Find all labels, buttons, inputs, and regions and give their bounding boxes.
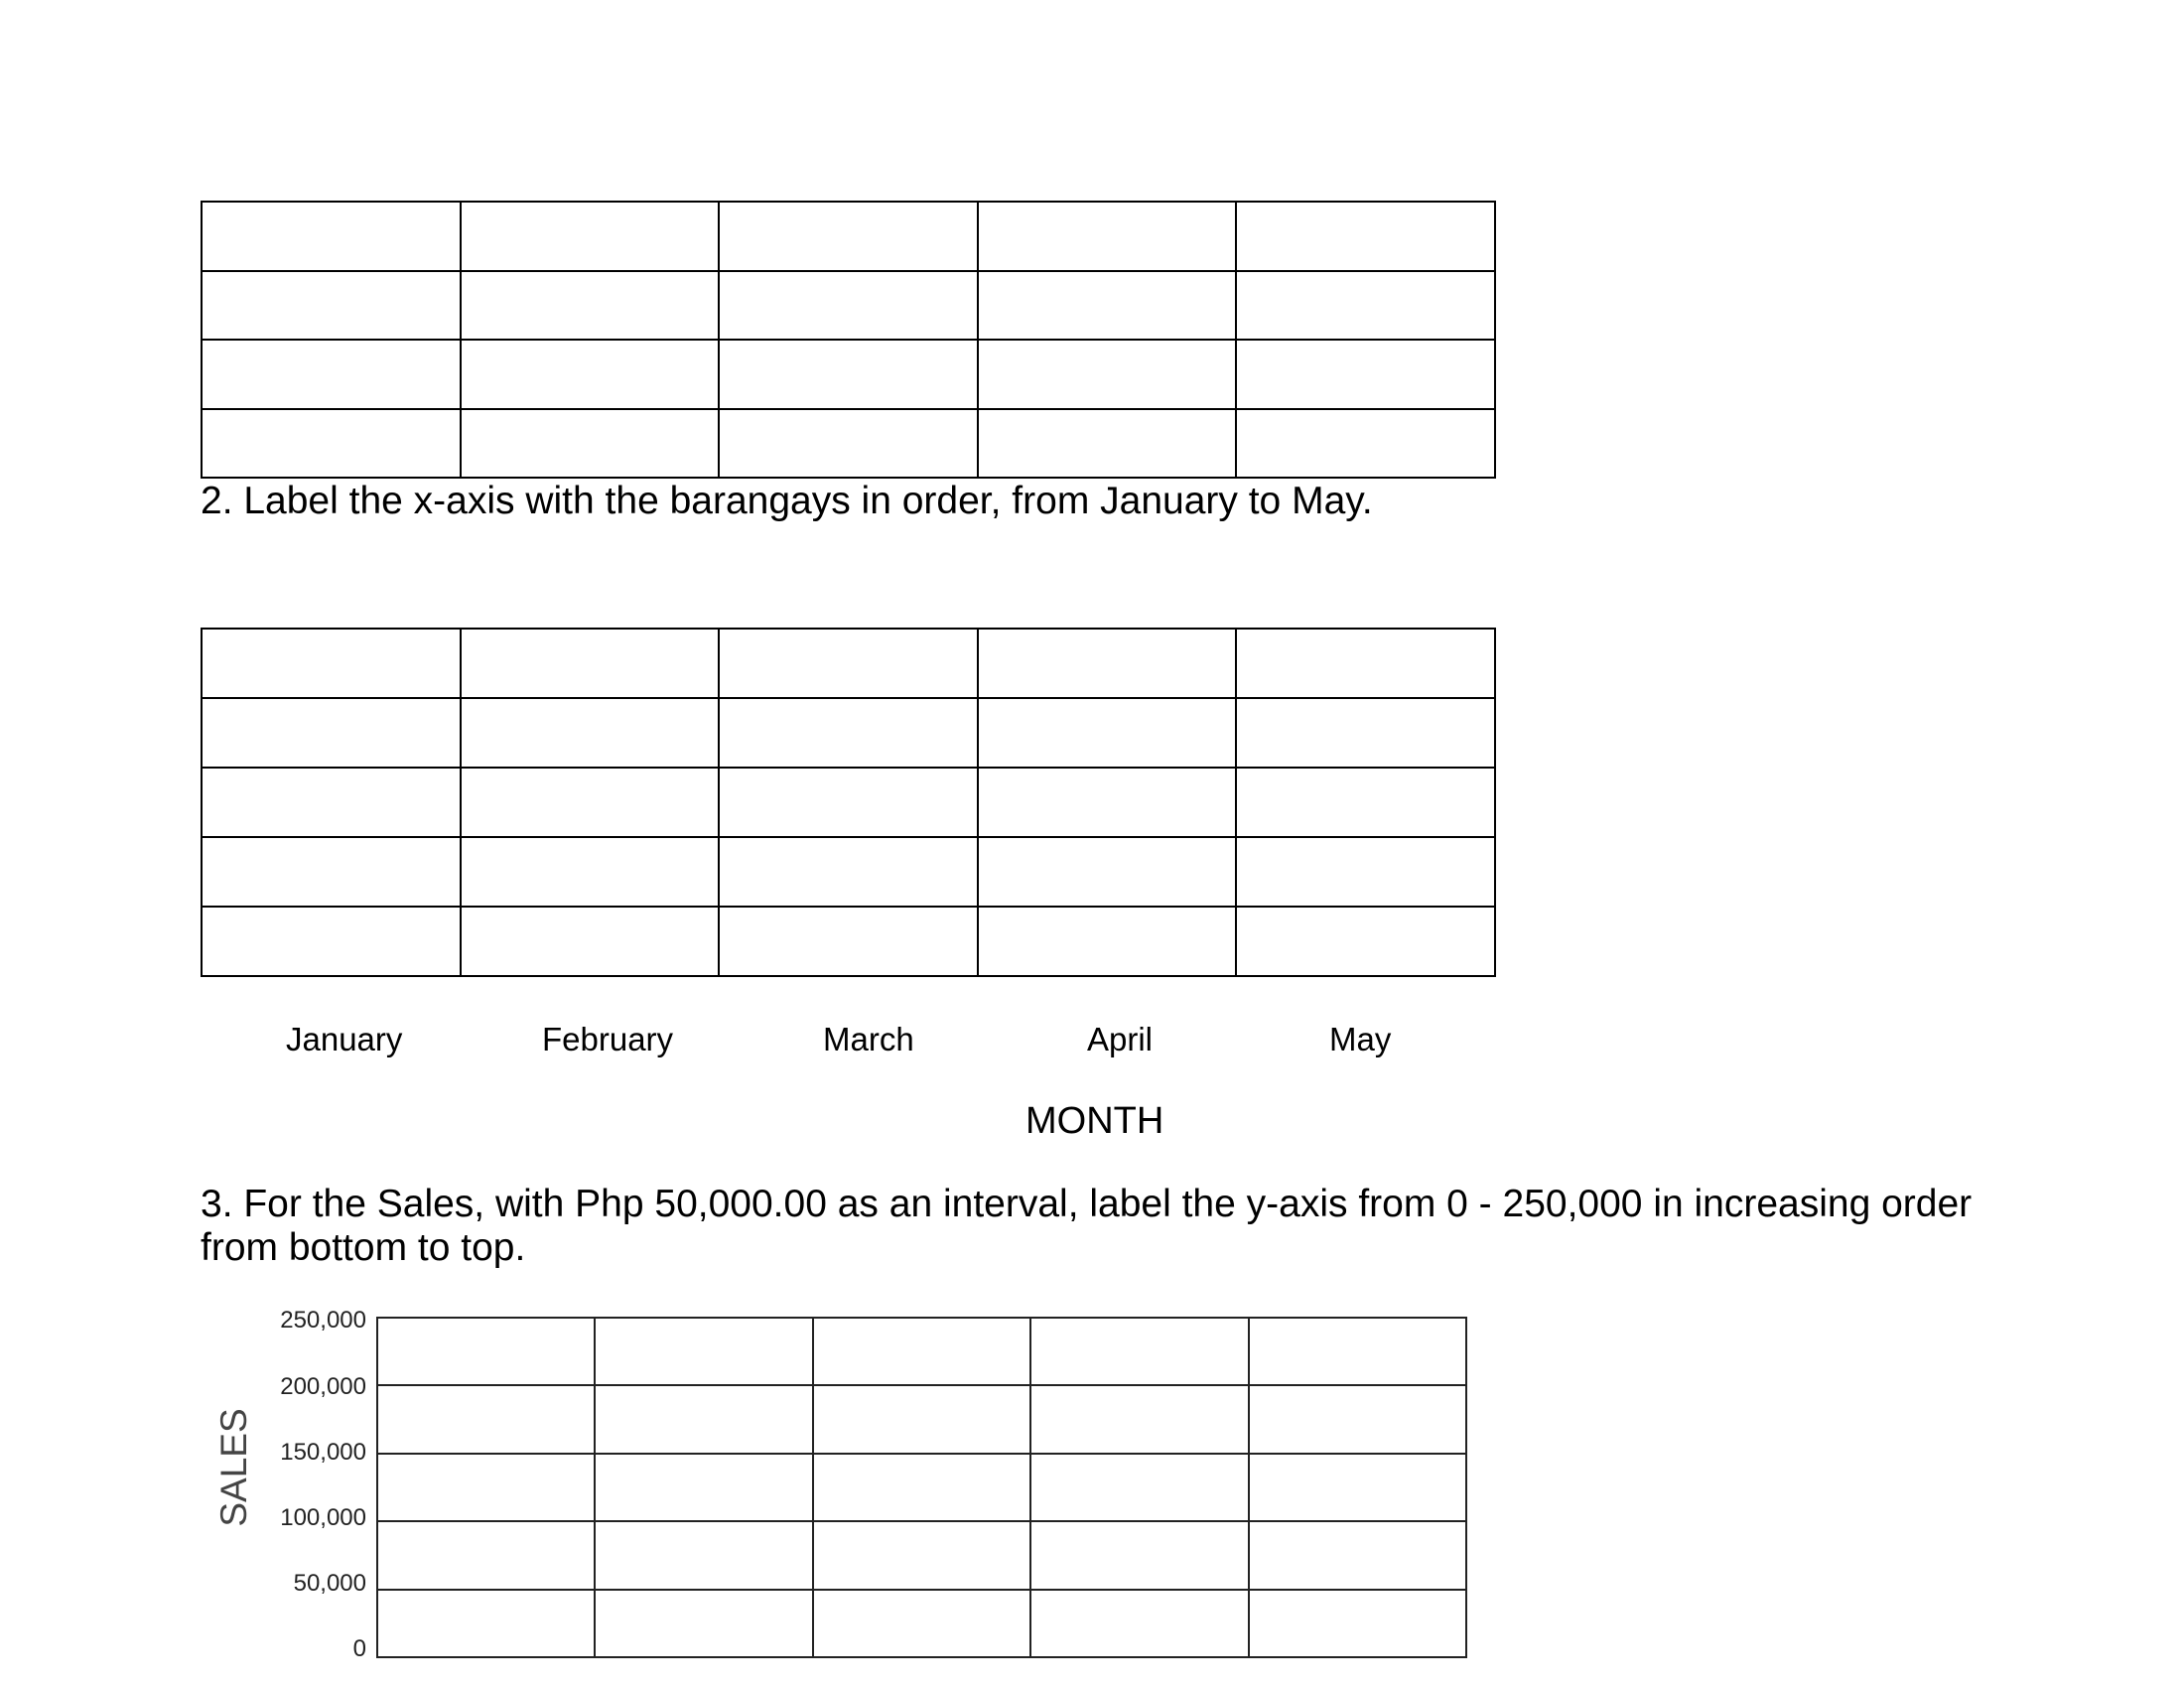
grid-row [202,409,1495,479]
grid-cell [1236,768,1495,837]
grid-cell [1249,1521,1466,1589]
grid-row [202,768,1495,837]
grid-row [202,202,1495,271]
grid-cell [461,768,720,837]
grid-cell [1030,1318,1248,1385]
grid-cell [813,1521,1030,1589]
grid-cell [719,271,978,341]
grid-cell [461,409,720,479]
x-axis-label-may: May [1329,1021,1392,1057]
grid-cell [978,202,1237,271]
grid-cell [978,271,1237,341]
x-axis-label-march: March [823,1021,914,1057]
grid-cell [595,1521,812,1589]
grid-cell [1236,837,1495,907]
grid-cell [1249,1318,1466,1385]
grid-cell [461,340,720,409]
grid-row [377,1454,1466,1521]
grid-cell [377,1454,595,1521]
grid-cell [719,202,978,271]
grid-row [377,1590,1466,1657]
grid-cell [1030,1521,1248,1589]
grid-cell [813,1385,1030,1453]
grid-row [202,340,1495,409]
grid-cell [719,907,978,976]
grid-cell [202,409,461,479]
grid-cell [461,698,720,768]
grid-cell [595,1318,812,1385]
grid-row [202,698,1495,768]
grid-cell [1030,1590,1248,1657]
grid-cell [719,698,978,768]
grid-cell [978,768,1237,837]
grid-cell [202,629,461,698]
grid-cell [202,837,461,907]
grid-cell [202,698,461,768]
grid-cell [461,907,720,976]
grid-cell [202,340,461,409]
instruction-step-2: 2. Label the x-axis with the barangays in order, from January to May. [201,480,1373,522]
grid-row [202,907,1495,976]
grid-cell [1030,1454,1248,1521]
blank-grid-middle [201,628,1496,977]
x-axis-label-january: January [286,1021,403,1057]
grid-cell [1236,340,1495,409]
grid-row [202,629,1495,698]
grid-cell [202,202,461,271]
grid-cell [978,837,1237,907]
grid-cell [461,837,720,907]
x-axis-label-february: February [542,1021,674,1057]
instruction-step-3: 3. For the Sales, with Php 50,000.00 as an interval, label the y-axis from 0 - 250,000 in increasing order from bottom to top. [201,1183,1973,1269]
grid-row [377,1385,1466,1453]
grid-cell [461,629,720,698]
y-tick-label-200000: 200,000 [280,1373,366,1400]
grid-cell [1249,1590,1466,1657]
grid-cell [202,768,461,837]
grid-cell [978,409,1237,479]
grid-cell [1236,907,1495,976]
grid-cell [719,409,978,479]
grid-cell [461,271,720,341]
grid-cell [377,1590,595,1657]
grid-cell [813,1454,1030,1521]
y-tick-label-50000: 50,000 [293,1570,366,1597]
grid-row [377,1318,1466,1385]
grid-cell [813,1590,1030,1657]
grid-cell [202,271,461,341]
grid-cell [978,698,1237,768]
grid-cell [719,837,978,907]
grid-cell [719,629,978,698]
grid-cell [1249,1385,1466,1453]
grid-cell [1236,698,1495,768]
x-axis-label-april: April [1087,1021,1154,1057]
grid-cell [1236,202,1495,271]
blank-grid-top [201,201,1496,479]
grid-cell [595,1590,812,1657]
grid-cell [1236,271,1495,341]
grid-row [377,1521,1466,1589]
y-tick-label-150000: 150,000 [280,1439,366,1466]
grid-cell [978,340,1237,409]
grid-cell [719,768,978,837]
grid-cell [978,629,1237,698]
grid-cell [377,1318,595,1385]
grid-cell [595,1385,812,1453]
grid-cell [595,1454,812,1521]
grid-row [202,837,1495,907]
y-tick-label-250000: 250,000 [280,1307,366,1334]
grid-cell [1236,409,1495,479]
grid-cell [377,1521,595,1589]
grid-cell [1030,1385,1248,1453]
y-tick-label-100000: 100,000 [280,1504,366,1531]
grid-cell [377,1385,595,1453]
grid-cell [1236,629,1495,698]
sales-chart-grid [376,1317,1467,1658]
grid-cell [978,907,1237,976]
grid-cell [461,202,720,271]
y-axis-title: SALES [213,1408,254,1527]
grid-cell [1249,1454,1466,1521]
grid-row [202,271,1495,341]
y-tick-label-0: 0 [352,1635,366,1662]
grid-cell [813,1318,1030,1385]
grid-cell [202,907,461,976]
x-axis-title: MONTH [1025,1100,1164,1142]
grid-cell [719,340,978,409]
